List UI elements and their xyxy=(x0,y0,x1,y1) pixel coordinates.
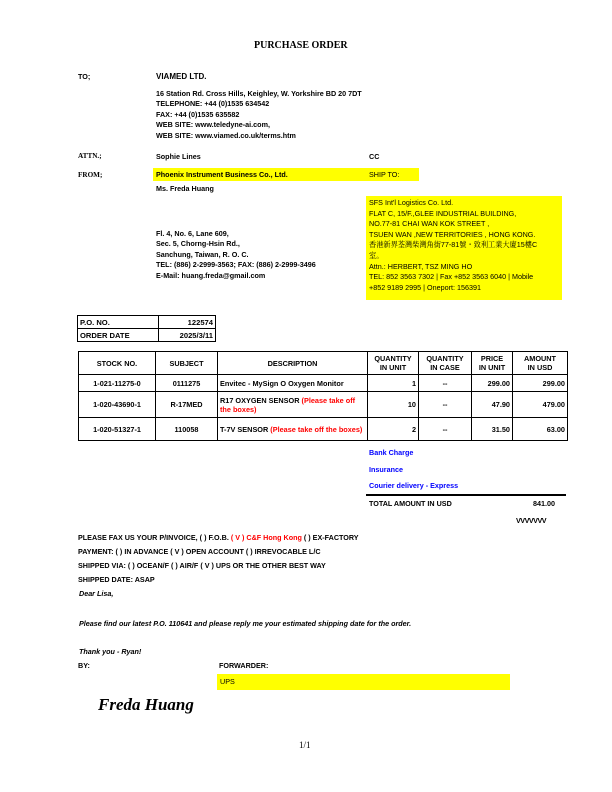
cell-stock-no: 1-021-11275-0 xyxy=(79,375,156,392)
cell-description xyxy=(218,418,368,441)
forwarder-value: UPS xyxy=(217,674,510,690)
header-amount xyxy=(513,352,568,375)
terms-text: PLEASE FAX US YOUR P/INVOICE, ( ) F.O.B. xyxy=(78,533,231,542)
cell-price: 299.00 xyxy=(472,375,513,392)
from-company: Phoenix Instrument Business Co., Ltd. xyxy=(153,168,366,181)
to-address-line: TELEPHONE: +44 (0)1535 634542 xyxy=(156,99,270,109)
po-number-value: 122574 xyxy=(159,316,216,329)
header-stock-no: STOCK NO. xyxy=(79,352,156,375)
to-address-line: WEB SITE: www.viamed.co.uk/terms.htm xyxy=(156,130,296,140)
table-row xyxy=(79,392,568,418)
letter-salutation: Dear Lisa, xyxy=(79,589,114,598)
header-price xyxy=(472,352,513,375)
ship-to-line: SFS Int'l Logistics Co. Ltd. xyxy=(369,198,454,207)
terms-selected-option: ( V ) C&F Hong Kong xyxy=(230,533,302,542)
cell-qty-unit: 2 xyxy=(368,418,419,441)
letter-body: Please find our latest P.O. 110641 and please reply me your estimated shipping date for the order. xyxy=(79,619,412,628)
header-text: PRICE xyxy=(480,354,504,363)
signature: Freda Huang xyxy=(98,695,194,714)
po-number-label: P.O. NO. xyxy=(78,316,159,329)
cell-amount: 63.00 xyxy=(513,418,568,441)
total-underline-mark: VVVVVVV xyxy=(516,516,547,525)
header-text: IN USD xyxy=(527,363,553,372)
header-text: QUANTITY xyxy=(426,354,464,363)
to-label: TO; xyxy=(78,72,91,81)
terms-shipped-date: SHIPPED DATE: ASAP xyxy=(78,575,155,584)
header-text: IN CASE xyxy=(430,363,460,372)
description-note: (Please take off the boxes) xyxy=(270,424,363,434)
terms-shipped-via: SHIPPED VIA: ( ) OCEAN/F ( ) AIR/F ( V ) UPS OR THE OTHER BEST WAY xyxy=(78,561,326,570)
total-divider xyxy=(366,494,566,496)
order-date-row xyxy=(78,329,216,342)
cell-qty-unit: 10 xyxy=(368,392,419,418)
ship-to-line: TSUEN WAN ,NEW TERRITORIES , HONG KONG. xyxy=(369,229,536,239)
cell-description xyxy=(218,375,368,392)
header-text: IN UNIT xyxy=(379,363,407,372)
cell-qty-case: -- xyxy=(419,392,472,418)
from-address-line: Sec. 5, Chorng-Hsin Rd., xyxy=(156,239,240,249)
to-address-line: WEB SITE: www.teledyne-ai.com, xyxy=(156,120,270,130)
cell-stock-no: 1-020-51327-1 xyxy=(79,418,156,441)
cell-qty-case: -- xyxy=(419,418,472,441)
charge-insurance: Insurance xyxy=(369,465,403,474)
by-label: BY: xyxy=(78,661,90,670)
total-label: TOTAL AMOUNT IN USD xyxy=(369,499,452,508)
cell-subject: 0111275 xyxy=(156,375,218,392)
terms-text: ( ) EX-FACTORY xyxy=(301,533,359,542)
page-number: 1/1 xyxy=(299,740,311,750)
order-date-value: 2025/3/11 xyxy=(159,329,216,342)
cell-amount: 479.00 xyxy=(513,392,568,418)
items-header-row xyxy=(79,352,568,375)
cell-price: 47.90 xyxy=(472,392,513,418)
cell-qty-unit: 1 xyxy=(368,375,419,392)
ship-to-address-box xyxy=(366,196,562,300)
to-address-line: 16 Station Rd. Cross Hills, Keighley, W. Yorkshire BD 20 7DT xyxy=(156,89,362,98)
header-description: DESCRIPTION xyxy=(218,352,368,375)
cell-subject: R-17MED xyxy=(156,392,218,418)
to-company: VIAMED LTD. xyxy=(156,72,207,81)
header-qty-unit xyxy=(368,352,419,375)
attn-label: ATTN.; xyxy=(78,152,102,160)
total-value: 841.00 xyxy=(533,499,555,508)
to-address-line: FAX: +44 (0)1535 635582 xyxy=(156,109,240,119)
description-text: T-7V SENSOR xyxy=(220,424,271,434)
ship-to-label: SHIP TO: xyxy=(366,168,419,181)
cell-price: 31.50 xyxy=(472,418,513,441)
charge-courier: Courier delivery - Express xyxy=(369,481,459,490)
header-text: IN UNIT xyxy=(478,363,506,372)
description-text: R17 OXYGEN SENSOR xyxy=(220,395,302,405)
letter-closing: Thank you - Ryan! xyxy=(79,647,142,656)
from-address-line: Sanchung, Taiwan, R. O. C. xyxy=(156,249,249,259)
cc-label: CC xyxy=(369,152,380,161)
po-number-row xyxy=(78,316,216,329)
items-table xyxy=(78,351,568,441)
table-row xyxy=(79,418,568,441)
header-subject: SUBJECT xyxy=(156,352,218,375)
ship-to-line: NO.77-81 CHAI WAN KOK STREET , xyxy=(369,219,490,229)
from-address-line: TEL: (886) 2-2999-3563; FAX: (886) 2-2999-3496 xyxy=(156,260,316,270)
cell-stock-no: 1-020-43690-1 xyxy=(79,392,156,418)
ship-to-line: +852 9189 2995 | Oneport: 156391 xyxy=(369,282,481,292)
from-address xyxy=(156,229,316,281)
forwarder-label: FORWARDER: xyxy=(219,661,269,670)
from-label: FROM; xyxy=(78,171,103,179)
description-note: (Please take off the boxes) xyxy=(220,395,356,414)
ship-to-line: TEL: 852 3563 7302 | Fax +852 3563 6040 | Mobile xyxy=(369,272,534,282)
description-text: Envitec - MySign O Oxygen Monitor xyxy=(220,378,344,388)
header-text: AMOUNT xyxy=(523,354,557,363)
page-title: PURCHASE ORDER xyxy=(254,40,348,51)
attn-value: Sophie Lines xyxy=(156,152,201,161)
cell-qty-case: -- xyxy=(419,375,472,392)
header-text: QUANTITY xyxy=(374,354,412,363)
ship-to-line: Attn.: HERBERT, TSZ MING HO xyxy=(369,261,473,271)
from-address-line: Fl. 4, No. 6, Lane 609, xyxy=(156,229,229,238)
from-address-line: E-Mail: huang.freda@gmail.com xyxy=(156,270,266,280)
cell-description xyxy=(218,392,368,418)
ship-to-line: FLAT C, 15/F.,GLEE INDUSTRIAL BUILDING, xyxy=(369,208,517,218)
ship-to-line: 香港新界荃灣柴灣角街77-81號・致利工業大廈15樓C xyxy=(369,240,538,250)
from-contact: Ms. Freda Huang xyxy=(156,184,214,193)
header-qty-case xyxy=(419,352,472,375)
terms-invoice-line xyxy=(78,533,359,542)
cell-amount: 299.00 xyxy=(513,375,568,392)
terms-payment: PAYMENT: ( ) IN ADVANCE ( V ) OPEN ACCOUNT ( ) IRREVOCABLE L/C xyxy=(78,547,321,556)
charge-bank: Bank Charge xyxy=(369,448,414,457)
to-address xyxy=(156,89,362,141)
cell-subject: 110058 xyxy=(156,418,218,441)
po-info-table xyxy=(77,315,216,342)
order-date-label: ORDER DATE xyxy=(78,329,159,342)
ship-to-line: 室。 xyxy=(369,250,384,260)
table-row xyxy=(79,375,568,392)
